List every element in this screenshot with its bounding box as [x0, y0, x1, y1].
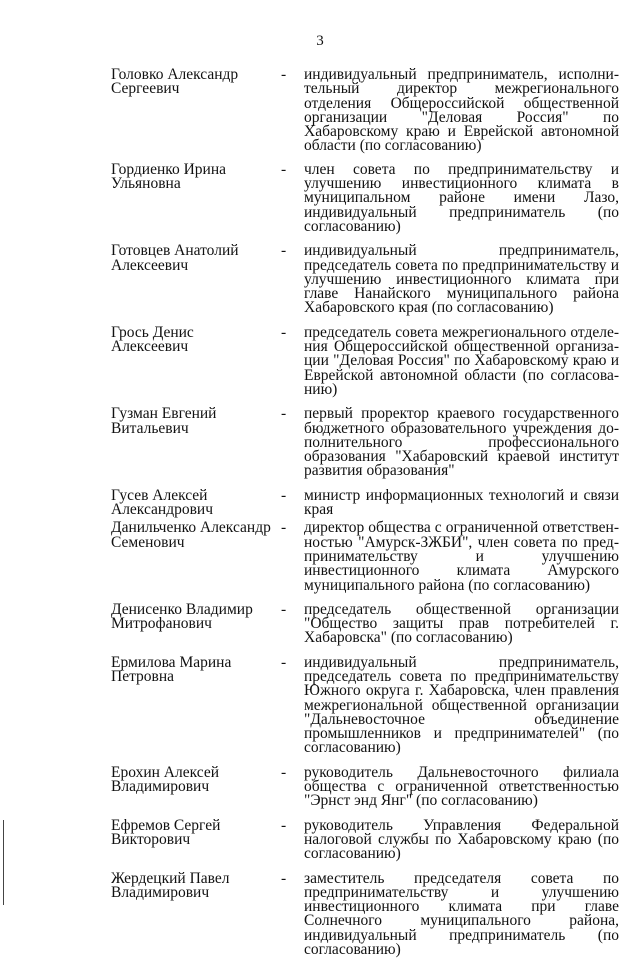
member-description: руководитель Управления Федеральной налоговой службы по Хабаровскому краю (по согласованию): [304, 816, 619, 863]
member-description: заместитель председателя совета по предпринимательству и улучшению инвестиционного климата при главе Солнечного муниципального района, индивидуальный предприниматель (по согласованию): [304, 869, 619, 958]
member-entry: [111, 407, 619, 478]
member-dash: -: [281, 869, 287, 887]
member-name: [111, 407, 281, 436]
member-name-line: Грось Денис: [111, 323, 194, 341]
member-name: [111, 869, 281, 901]
member-dash: -: [281, 160, 287, 178]
member-description: председатель общественной организации "Общество защиты прав потребителей г. Хабаровска" (по согласованию): [304, 600, 619, 647]
member-name: [111, 160, 281, 193]
member-entry: [111, 521, 619, 592]
member-name: [111, 486, 281, 519]
member-name-line: Жердецкий Павел: [111, 869, 230, 887]
member-name: [111, 244, 281, 273]
member-dash: -: [281, 323, 287, 341]
member-dash: -: [281, 405, 287, 423]
member-name: [111, 763, 281, 796]
member-name: [111, 68, 281, 97]
member-name-line: Ерохин Алексей: [111, 763, 219, 781]
member-entry: [111, 323, 619, 398]
page-number: 3: [316, 33, 324, 49]
member-entry: [111, 600, 619, 647]
member-name-line: Алексеевич: [111, 256, 189, 274]
member-description: председатель совета межрегионального отделения Общероссийской общественной организации "Деловая Россия" по Хабаровскому краю и Еврейской автономной области (по согласованию): [304, 323, 619, 398]
member-entry: [111, 816, 619, 863]
member-description: руководитель Дальневосточного филиала общества с ограниченной ответственностью "Эрнст энд Янг" (по согласованию): [304, 763, 619, 810]
member-description: директор общества с ограниченной ответственностью "Амурск-ЗЖБИ", член совета по предпринимательству и улучшению инвестиционного климата Амурского муниципального района (по согласованию): [304, 519, 619, 594]
member-dash: -: [281, 519, 287, 537]
member-description: член совета по предпринимательству и улучшению инвестиционного климата в муниципальном районе имени Лазо, индивидуальный предприниматель (по согласованию): [304, 160, 619, 235]
member-name-line: Ефремов Сергей: [111, 816, 221, 834]
member-dash: -: [281, 242, 287, 260]
member-entry: [111, 486, 619, 519]
member-entry: [111, 763, 619, 810]
member-name-line: Петровна: [111, 667, 175, 685]
member-name-line: Гузман Евгений: [111, 405, 217, 423]
member-name: [111, 600, 281, 633]
member-name-line: Владимирович: [111, 883, 210, 901]
member-name-line: Денисенко Владимир: [111, 600, 253, 618]
member-name-line: Гордиенко Ирина: [111, 160, 227, 178]
member-entry: [111, 653, 619, 757]
member-description: индивидуальный предприниматель, председатель совета по предпринимательству Южного округа г. Хабаровска, член правления межрегиональной общественной организации "Дальневосточное объединение промышленников и предпринимателей" (по согласованию): [304, 653, 619, 757]
member-description: первый проректор краевого государственного бюджетного образовательного учреждения дополнительного профессионального образования "Хабаровский краевой институт развития образования": [304, 405, 619, 480]
member-name-line: Александрович: [111, 501, 213, 519]
member-name: [111, 816, 281, 848]
member-name-line: Ермилова Марина: [111, 653, 232, 671]
scan-edge-line: [3, 820, 4, 905]
member-description: министр информационных технологий и связи края: [304, 486, 619, 519]
member-name-line: Митрофанович: [111, 615, 212, 633]
member-dash: -: [281, 486, 287, 504]
member-name-line: Викторович: [111, 830, 191, 848]
member-dash: -: [281, 816, 287, 834]
member-name-line: Витальевич: [111, 419, 189, 437]
member-dash: -: [281, 66, 287, 83]
member-name-line: Данильченко Александр: [111, 519, 271, 537]
member-name-line: Готовцев Анатолий: [111, 242, 239, 260]
member-name-line: Ульяновна: [111, 175, 181, 193]
member-name: [111, 653, 281, 685]
member-dash: -: [281, 763, 287, 781]
member-dash: -: [281, 600, 287, 618]
member-name-line: Владимирович: [111, 778, 210, 796]
member-name: [111, 323, 281, 356]
member-entry: [111, 244, 619, 315]
member-description: индивидуальный предприниматель, председатель совета по предпринимательству и улучшению инвестиционного климата при главе Нанайского муниципального района Хабаровского края (по согласованию): [304, 242, 619, 317]
member-list: [111, 68, 619, 957]
member-name-line: Сергеевич: [111, 80, 180, 98]
member-name: [111, 521, 281, 550]
member-name-line: Семенович: [111, 533, 185, 551]
member-entry: [111, 160, 619, 235]
member-dash: -: [281, 653, 287, 671]
member-name-line: Гусев Алексей: [111, 486, 208, 504]
member-name-line: Головко Александр: [111, 66, 239, 83]
member-entry: [111, 869, 619, 958]
member-entry: [111, 68, 619, 154]
member-description: индивидуальный предприниматель, исполнительный директор межрегионального отделения Общероссийской общественной организации "Деловая Россия" по Хабаровскому краю и Еврейской автономной области (по согласованию): [304, 66, 619, 155]
member-name-line: Алексеевич: [111, 338, 189, 356]
